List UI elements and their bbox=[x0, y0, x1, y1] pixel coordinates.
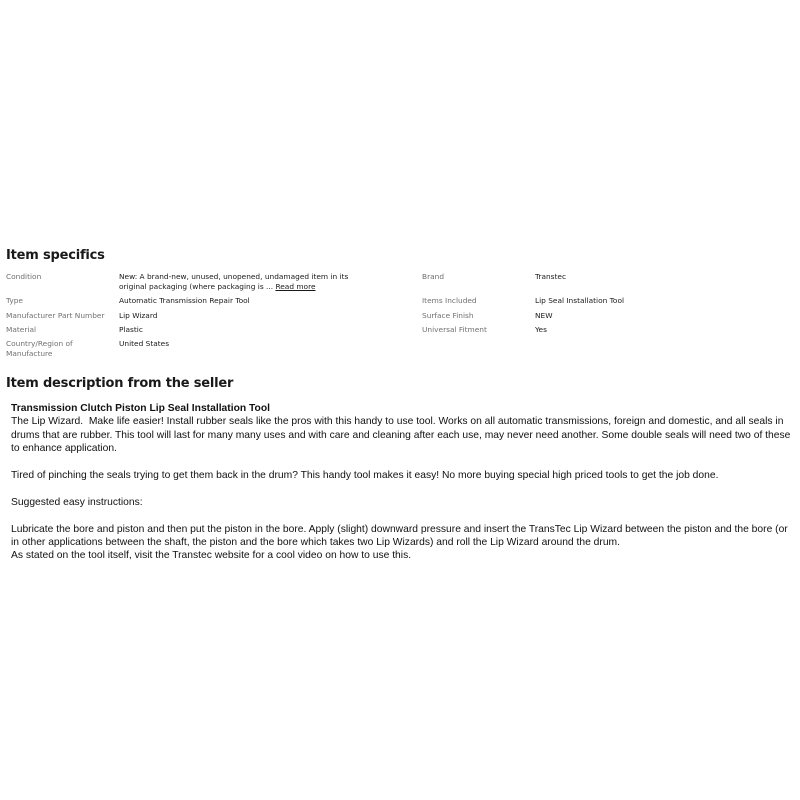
spec-row-surface-finish bbox=[422, 311, 800, 321]
spec-row-brand bbox=[422, 272, 800, 282]
description-paragraph: Suggested easy instructions: bbox=[11, 496, 143, 508]
seller-description bbox=[11, 402, 796, 563]
spec-value: Yes bbox=[535, 324, 547, 334]
spec-label: Surface Finish bbox=[422, 310, 474, 320]
item-specifics-title: Item specifics bbox=[6, 248, 105, 263]
specifics-left-column bbox=[6, 272, 406, 363]
spec-value: Lip Seal Installation Tool bbox=[535, 296, 625, 306]
read-more-link[interactable]: Read more bbox=[275, 282, 316, 291]
spec-label: Country/Region of Manufacture bbox=[6, 339, 73, 359]
description-paragraph: As stated on the tool itself, visit the Transtec website for a cool video on how to use this. bbox=[11, 550, 412, 562]
spec-value bbox=[119, 272, 369, 292]
spec-value: Transtec bbox=[535, 272, 567, 281]
spacer bbox=[11, 482, 796, 495]
spec-value: Automatic Transmission Repair Tool bbox=[119, 296, 250, 306]
spacer bbox=[11, 456, 796, 469]
spec-value: NEW bbox=[535, 310, 553, 320]
spec-value: Plastic bbox=[119, 324, 143, 334]
spec-label: Manufacturer Part Number bbox=[6, 310, 105, 320]
spec-value: Lip Wizard bbox=[119, 310, 158, 320]
spec-row-type bbox=[6, 296, 406, 306]
spec-label: Material bbox=[6, 324, 37, 334]
specifics-right-column bbox=[422, 272, 800, 339]
spec-row-universal-fitment bbox=[422, 325, 800, 335]
description-paragraph: The Lip Wizard. Make life easier! Install rubber seals like the pros with this handy to use tool. Works on all automatic transmissions, foreign and domestic, and all seals in drums that are rubber. This tool will last for many many uses and with care and cleaning after each use, may never need another. Some double seals will need two of these to enhance application. bbox=[11, 416, 794, 455]
spec-label: Type bbox=[6, 296, 23, 306]
description-paragraph: Lubricate the bore and piston and then put the piston in the bore. Apply (slight) downward pressure and insert the TransTec Lip Wizard between the piston and the bore (or in other applications between the shaft, the piston and the bore which takes two Lip Wizards) and roll the Lip Wizard around the drum. bbox=[11, 523, 791, 549]
description-paragraph: Tired of pinching the seals trying to get them back in the drum? This handy tool makes it easy! No more buying special high priced tools to get the job done. bbox=[11, 470, 719, 482]
spec-label: Brand bbox=[422, 272, 445, 281]
item-description-title: Item description from the seller bbox=[6, 376, 234, 391]
spec-row-mpn bbox=[6, 311, 406, 321]
spec-value: United States bbox=[119, 339, 170, 349]
spacer bbox=[11, 509, 796, 522]
spec-row-country bbox=[6, 339, 406, 359]
description-heading: Transmission Clutch Piston Lip Seal Installation Tool bbox=[11, 403, 270, 414]
condition-text: New: A brand-new, unused, unopened, undamaged item in its original packaging (where packaging is ... bbox=[119, 272, 349, 291]
spec-row-items-included bbox=[422, 296, 800, 306]
spec-row-material bbox=[6, 325, 406, 335]
item-specifics-section bbox=[6, 248, 796, 359]
spec-label: Items Included bbox=[422, 296, 477, 306]
spec-label: Condition bbox=[6, 272, 42, 281]
spec-label: Universal Fitment bbox=[422, 324, 487, 334]
spec-row-condition bbox=[6, 272, 406, 292]
